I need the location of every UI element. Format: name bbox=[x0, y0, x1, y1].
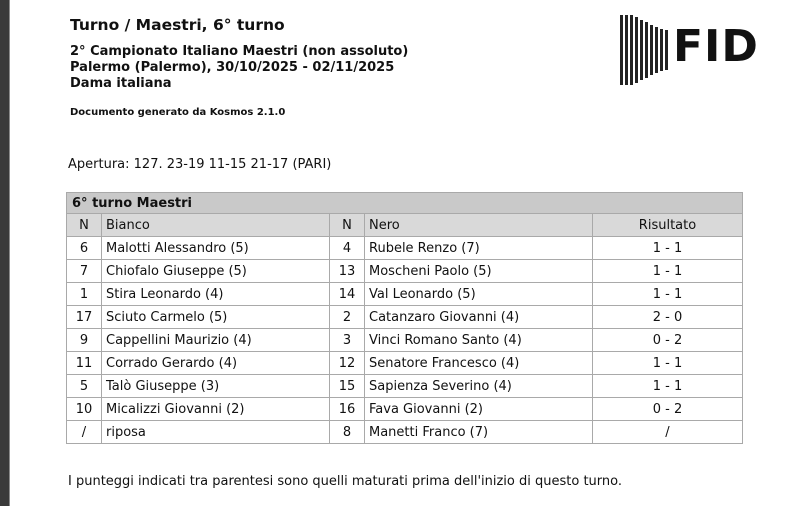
black-player-number: 3 bbox=[330, 329, 365, 352]
logo-bar bbox=[660, 29, 663, 71]
white-player-name: riposa bbox=[102, 421, 330, 444]
logo-bar bbox=[630, 15, 633, 85]
black-player-number: 4 bbox=[330, 237, 365, 260]
black-player-number: 16 bbox=[330, 398, 365, 421]
black-player-number: 8 bbox=[330, 421, 365, 444]
logo-bar bbox=[625, 15, 628, 85]
col-header-n-black: N bbox=[330, 214, 365, 237]
white-player-number: 17 bbox=[67, 306, 102, 329]
table-row bbox=[67, 329, 743, 352]
table-row bbox=[67, 398, 743, 421]
table-row bbox=[67, 375, 743, 398]
result-cell: 1 - 1 bbox=[593, 375, 743, 398]
col-header-black: Nero bbox=[365, 214, 593, 237]
black-player-name: Manetti Franco (7) bbox=[365, 421, 593, 444]
logo-bar bbox=[620, 15, 623, 85]
table-row bbox=[67, 352, 743, 375]
table-header-row bbox=[67, 214, 743, 237]
col-header-white: Bianco bbox=[102, 214, 330, 237]
result-cell: 2 - 0 bbox=[593, 306, 743, 329]
game-type: Dama italiana bbox=[70, 76, 172, 91]
white-player-name: Micalizzi Giovanni (2) bbox=[102, 398, 330, 421]
event-name: 2° Campionato Italiano Maestri (non assoluto) bbox=[70, 44, 409, 59]
page-title: Turno / Maestri, 6° turno bbox=[70, 16, 285, 34]
black-player-number: 2 bbox=[330, 306, 365, 329]
result-cell: 0 - 2 bbox=[593, 329, 743, 352]
result-cell: / bbox=[593, 421, 743, 444]
window-left-edge-line bbox=[9, 0, 10, 506]
generated-note: Documento generato da Kosmos 2.1.0 bbox=[70, 107, 286, 118]
table-row bbox=[67, 421, 743, 444]
table-row bbox=[67, 260, 743, 283]
black-player-name: Moscheni Paolo (5) bbox=[365, 260, 593, 283]
black-player-name: Val Leonardo (5) bbox=[365, 283, 593, 306]
white-player-name: Chiofalo Giuseppe (5) bbox=[102, 260, 330, 283]
col-header-result: Risultato bbox=[593, 214, 743, 237]
logo-bar bbox=[635, 17, 638, 83]
logo-bar bbox=[640, 20, 643, 80]
event-info bbox=[70, 44, 408, 92]
white-player-number: / bbox=[67, 421, 102, 444]
table-row bbox=[67, 306, 743, 329]
white-player-number: 7 bbox=[67, 260, 102, 283]
table-row bbox=[67, 237, 743, 260]
event-location-dates: Palermo (Palermo), 30/10/2025 - 02/11/2025 bbox=[70, 60, 395, 75]
white-player-number: 1 bbox=[67, 283, 102, 306]
white-player-name: Stira Leonardo (4) bbox=[102, 283, 330, 306]
white-player-number: 11 bbox=[67, 352, 102, 375]
result-cell: 1 - 1 bbox=[593, 237, 743, 260]
black-player-name: Vinci Romano Santo (4) bbox=[365, 329, 593, 352]
white-player-number: 10 bbox=[67, 398, 102, 421]
black-player-name: Rubele Renzo (7) bbox=[365, 237, 593, 260]
result-cell: 1 - 1 bbox=[593, 260, 743, 283]
logo-bar bbox=[665, 30, 668, 70]
white-player-number: 6 bbox=[67, 237, 102, 260]
opening-line: Apertura: 127. 23-19 11-15 21-17 (PARI) bbox=[68, 157, 332, 172]
table-row bbox=[67, 283, 743, 306]
col-header-n-white: N bbox=[67, 214, 102, 237]
result-cell: 0 - 2 bbox=[593, 398, 743, 421]
black-player-number: 13 bbox=[330, 260, 365, 283]
white-player-name: Talò Giuseppe (3) bbox=[102, 375, 330, 398]
black-player-name: Fava Giovanni (2) bbox=[365, 398, 593, 421]
black-player-number: 14 bbox=[330, 283, 365, 306]
fid-logo-text: FID bbox=[673, 21, 759, 72]
black-player-name: Catanzaro Giovanni (4) bbox=[365, 306, 593, 329]
logo-bar bbox=[645, 22, 648, 78]
white-player-number: 5 bbox=[67, 375, 102, 398]
white-player-name: Malotti Alessandro (5) bbox=[102, 237, 330, 260]
results-table bbox=[66, 192, 743, 444]
fid-logo bbox=[620, 13, 759, 87]
result-cell: 1 - 1 bbox=[593, 283, 743, 306]
black-player-number: 15 bbox=[330, 375, 365, 398]
white-player-name: Corrado Gerardo (4) bbox=[102, 352, 330, 375]
logo-bar bbox=[650, 25, 653, 75]
table-title: 6° turno Maestri bbox=[67, 193, 743, 214]
window-left-edge bbox=[0, 0, 9, 506]
black-player-name: Sapienza Severino (4) bbox=[365, 375, 593, 398]
footnote: I punteggi indicati tra parentesi sono quelli maturati prima dell'inizio di questo turno. bbox=[68, 474, 622, 489]
white-player-name: Sciuto Carmelo (5) bbox=[102, 306, 330, 329]
black-player-name: Senatore Francesco (4) bbox=[365, 352, 593, 375]
logo-bar bbox=[655, 27, 658, 73]
white-player-name: Cappellini Maurizio (4) bbox=[102, 329, 330, 352]
black-player-number: 12 bbox=[330, 352, 365, 375]
table-title-row bbox=[67, 193, 743, 214]
result-cell: 1 - 1 bbox=[593, 352, 743, 375]
white-player-number: 9 bbox=[67, 329, 102, 352]
